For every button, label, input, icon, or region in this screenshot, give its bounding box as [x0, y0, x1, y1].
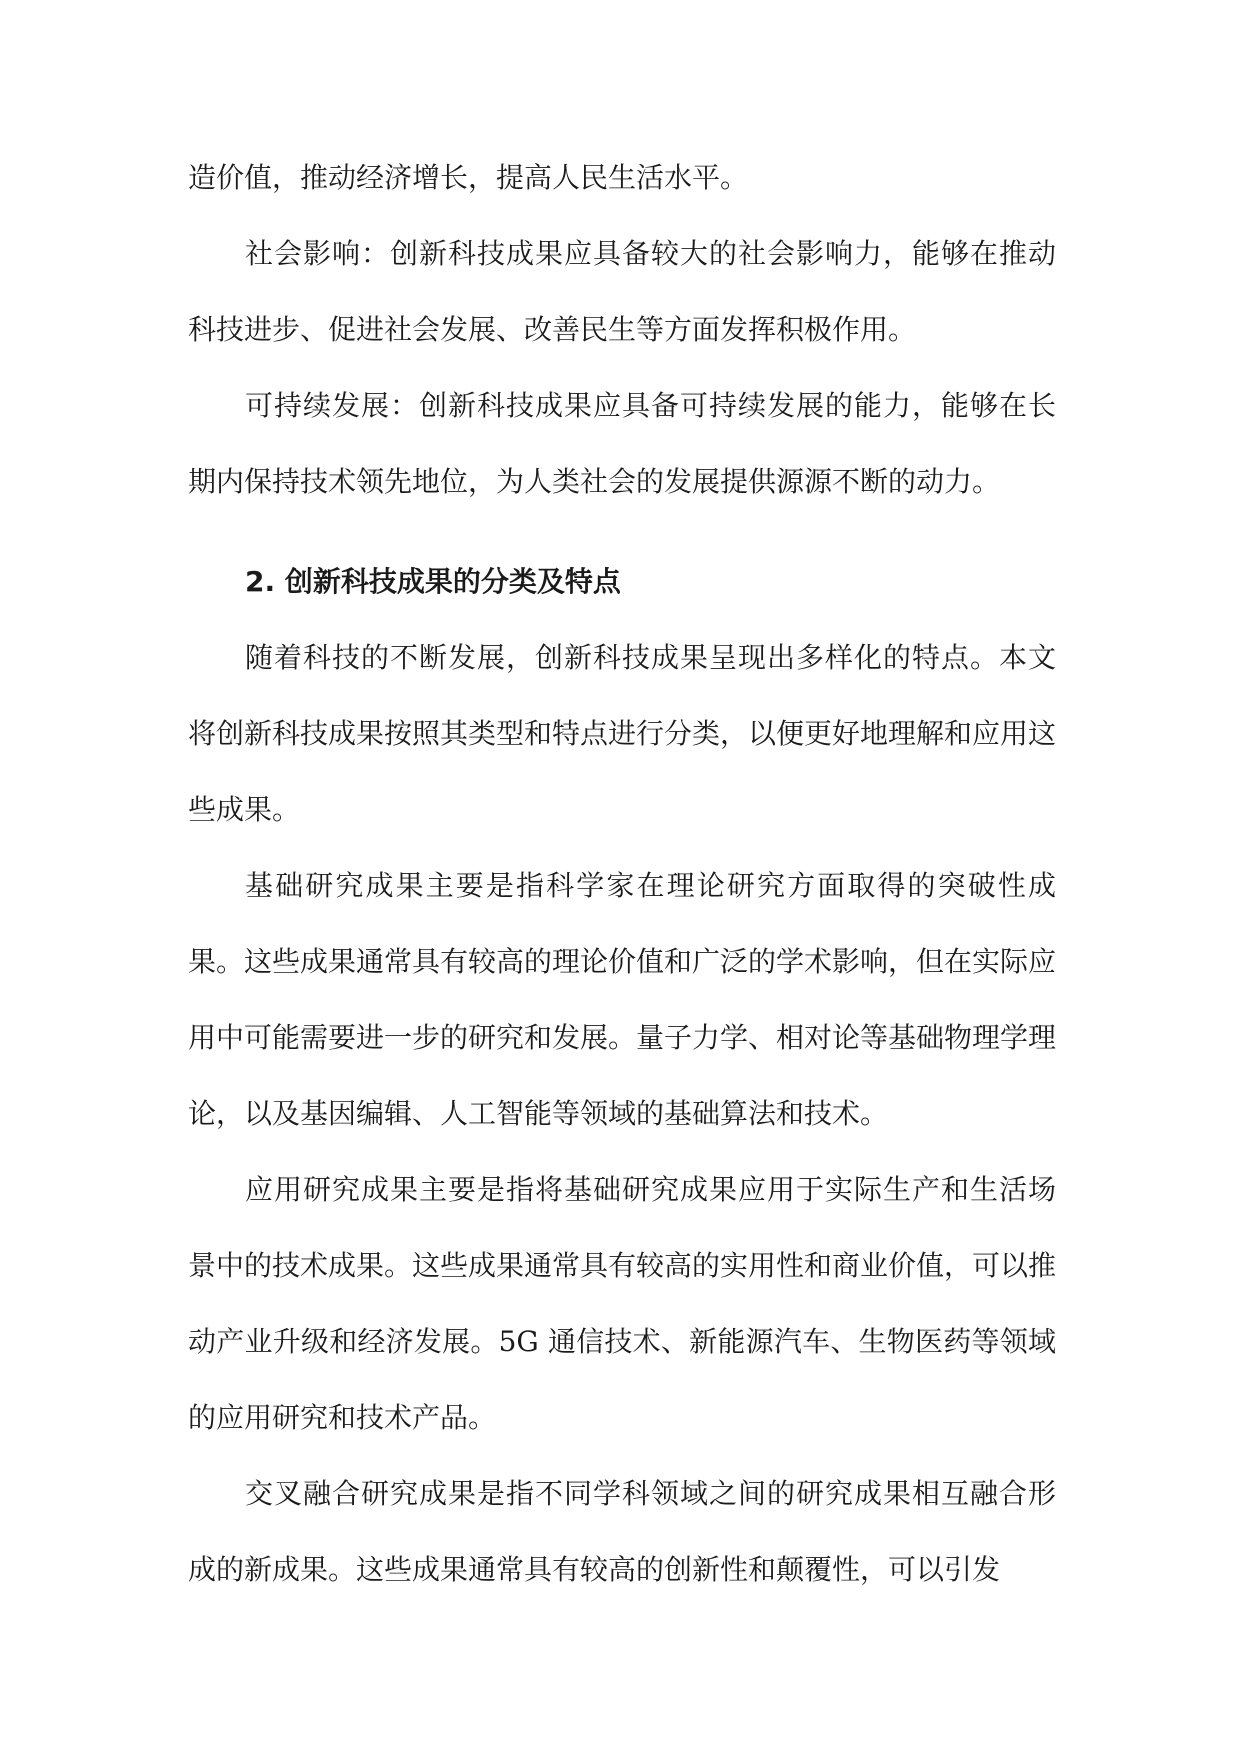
paragraph-intro: 随着科技的不断发展，创新科技成果呈现出多样化的特点。本文将创新科技成果按照其类型和特点进行分类，以便更好地理解和应用这些成果。	[188, 641, 1057, 826]
paragraph-social-impact: 社会影响：创新科技成果应具备较大的社会影响力，能够在推动科技进步、促进社会发展、改善民生等方面发挥积极作用。	[188, 237, 1056, 346]
paragraph-applied-research: 应用研究成果主要是指将基础研究成果应用于实际生产和生活场景中的技术成果。这些成果通常具有较高的实用性和商业价值，可以推动产业升级和经济发展。5G 通信技术、新能源汽车、生物医药等领域的应用研究和技术产品。	[188, 1173, 1057, 1434]
paragraph-basic-research: 基础研究成果主要是指科学家在理论研究方面取得的突破性成果。这些成果通常具有较高的理论价值和广泛的学术影响，但在实际应用中可能需要进一步的研究和发展。量子力学、相对论等基础物理学理论，以及基因编辑、人工智能等领域的基础算法和技术。	[188, 869, 1057, 1130]
paragraph-interdisciplinary-research: 交叉融合研究成果是指不同学科领域之间的研究成果相互融合形成的新成果。这些成果通常具有较高的创新性和颠覆性，可以引发	[188, 1477, 1056, 1586]
paragraph-continuation: 造价值，推动经济增长，提高人民生活水平。	[188, 161, 749, 194]
document-body	[188, 140, 1056, 1608]
paragraph-sustainability: 可持续发展：创新科技成果应具备可持续发展的能力，能够在长期内保持技术领先地位，为人类社会的发展提供源源不断的动力。	[188, 389, 1056, 498]
section-heading: 2. 创新科技成果的分类及特点	[245, 565, 621, 598]
